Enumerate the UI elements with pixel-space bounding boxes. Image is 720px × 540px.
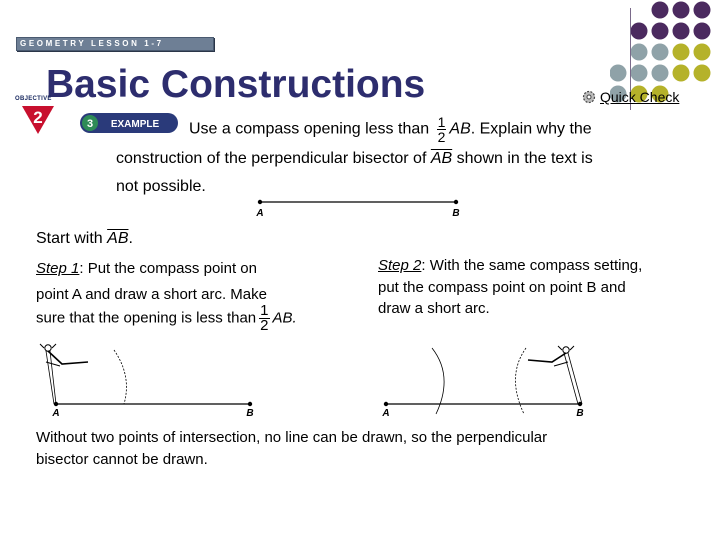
quick-check-label: Quick Check — [600, 89, 680, 105]
decorative-dot — [673, 23, 690, 40]
example-badge — [80, 113, 178, 133]
fraction-half: $\frac{1}{2}$ — [437, 114, 446, 145]
step1-label: Step 1 — [36, 260, 80, 277]
decorative-dot — [652, 44, 669, 61]
step1-line-1: Step 1: Put the compass point on — [36, 260, 257, 277]
decorative-dot — [694, 2, 711, 19]
objective-number: 2 — [33, 108, 43, 127]
objective-badge-icon — [20, 104, 56, 136]
conclusion-line-1: Without two points of intersection, no line can be drawn, so the perpendicular — [36, 429, 548, 446]
decorative-dot — [652, 2, 669, 19]
point-b-label: B — [246, 408, 254, 419]
conclusion-line-2: bisector cannot be drawn. — [36, 451, 208, 468]
decorative-dot — [652, 65, 669, 82]
decorative-dot — [631, 65, 648, 82]
lesson-label: GEOMETRY LESSON 1-7 — [20, 39, 164, 48]
step2-line-2: put the compass point on point B and — [378, 279, 626, 296]
step1-diagram — [30, 338, 270, 422]
example-label: EXAMPLE — [110, 119, 160, 130]
compass-icon — [528, 346, 582, 404]
decorative-dot — [652, 23, 669, 40]
decorative-dot — [673, 44, 690, 61]
point-a-label: A — [382, 408, 390, 419]
point-b-label: B — [576, 408, 584, 419]
point-a-label: A — [52, 408, 60, 419]
point-b-label: B — [452, 208, 460, 219]
decorative-dot — [694, 44, 711, 61]
fraction-half: $\frac{1}{2}$ — [260, 302, 269, 334]
step2-label: Step 2 — [378, 257, 422, 274]
step2-line-1: Step 2: With the same compass setting, — [378, 257, 643, 274]
segment-ab-diagram — [248, 196, 468, 222]
prompt-line-3: not possible. — [116, 178, 206, 195]
start-text: Start with $\overline{AB}$. — [36, 230, 133, 247]
step1-line-3: sure that the opening is less than $\frac{1}{2}$ AB. — [36, 302, 297, 334]
prompt-line-2: construction of the perpendicular bisector of $\overline{AB}$ shown in the text is — [116, 150, 593, 167]
objective-label: OBJECTIVE — [15, 96, 52, 102]
example-number: 3 — [86, 118, 94, 130]
quick-check-link[interactable] — [582, 88, 679, 106]
decorative-dot — [673, 2, 690, 19]
step1-line-2: point A and draw a short arc. Make — [36, 286, 267, 303]
decorative-dot — [631, 44, 648, 61]
decorative-dot — [610, 65, 627, 82]
page-title: Basic Constructions — [46, 63, 426, 106]
gear-icon — [582, 90, 596, 104]
decorative-dot — [631, 23, 648, 40]
prompt-line-1: Use a compass opening less than $\frac{1}{2}$ AB. Explain why the — [189, 114, 592, 145]
compass-icon — [40, 344, 88, 404]
step2-diagram — [376, 338, 606, 422]
step2-line-3: draw a short arc. — [378, 300, 490, 317]
point-a-label: A — [256, 208, 264, 219]
decorative-dot — [694, 65, 711, 82]
step1-arc — [114, 350, 126, 404]
decorative-dot — [673, 65, 690, 82]
decorative-dot — [694, 23, 711, 40]
